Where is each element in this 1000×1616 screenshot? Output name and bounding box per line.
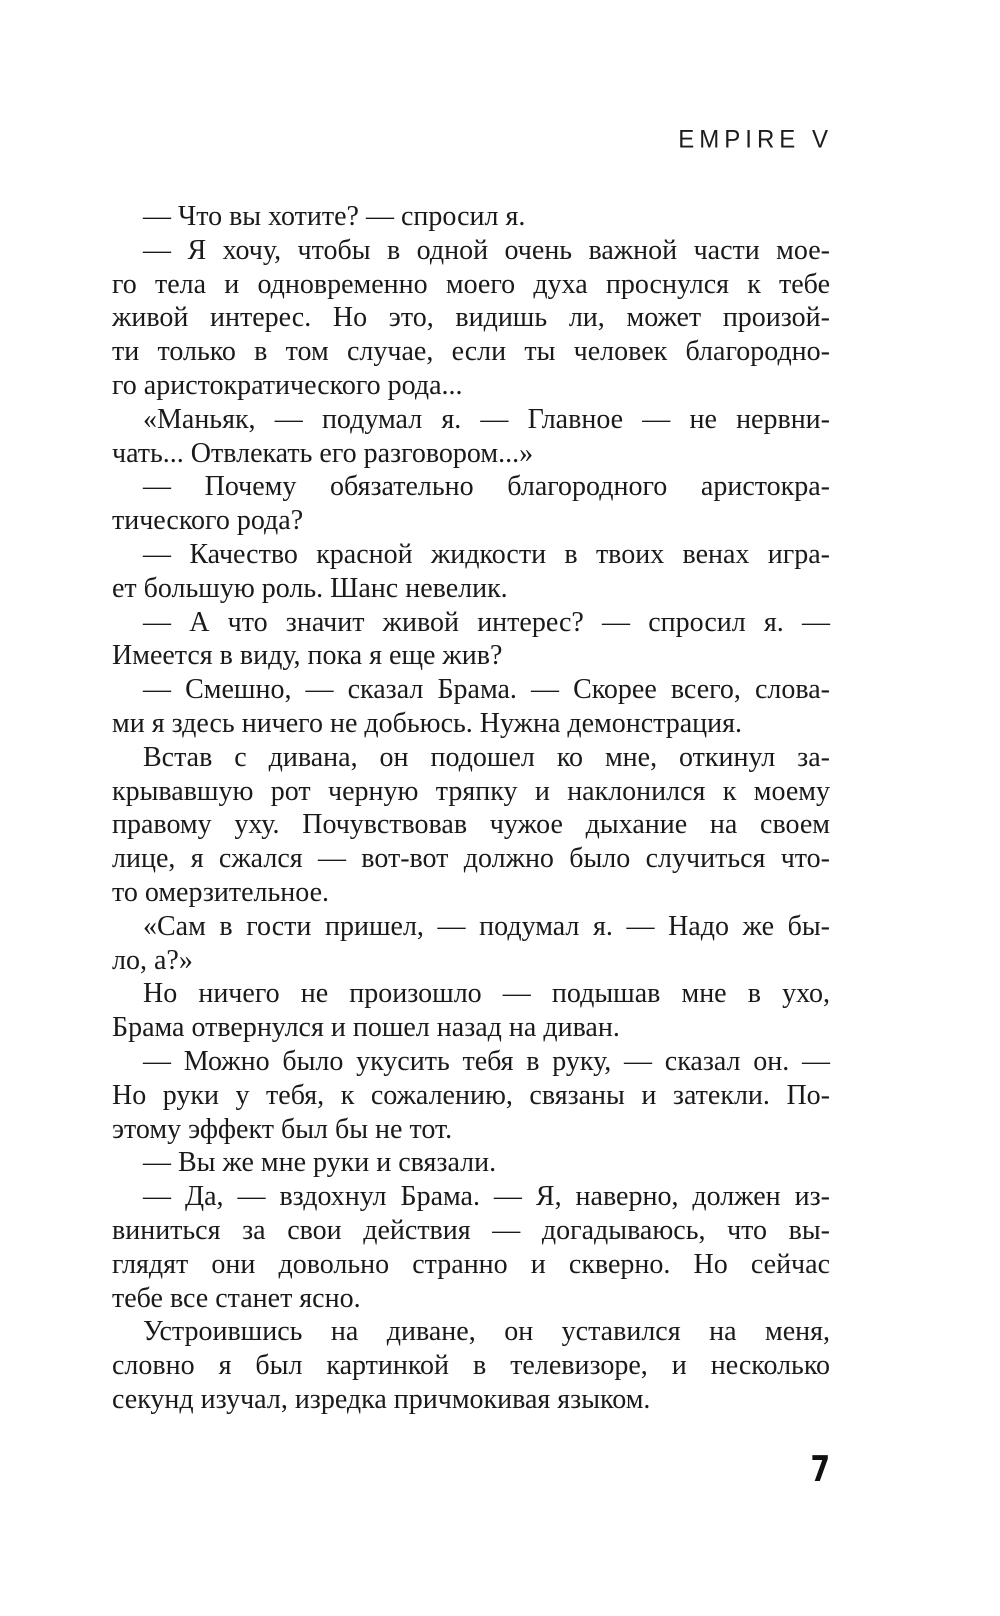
- text-line: Но руки у тебя, к сожалению, связаны и затекли. По-: [112, 1079, 830, 1111]
- text-line: го тела и одновременно моего духа проснулся к тебе: [112, 268, 830, 300]
- text-line: «Маньяк, — подумал я. — Главное — не нервни-: [143, 403, 830, 435]
- text-line: го аристократического рода...: [112, 369, 463, 401]
- text-line: ло, а?»: [112, 944, 193, 976]
- text-line: — А что значит живой интерес? — спросил я. —: [143, 606, 830, 638]
- text-line: — Качество красной жидкости в твоих венах игра-: [143, 538, 830, 570]
- body-text: [112, 200, 830, 1417]
- text-line: — Смешно, — сказал Брама. — Скорее всего, слова-: [143, 674, 830, 706]
- text-line: крывавшую рот черную тряпку и наклонился к моему: [112, 775, 830, 807]
- text-line: правому уху. Почувствовав чужое дыхание на своем: [112, 809, 830, 841]
- text-line: то омерзительное.: [112, 876, 330, 908]
- text-line: Брама отвернулся и пошел назад на диван.: [112, 1012, 620, 1044]
- text-line: — Да, — вздохнул Брама. — Я, наверно, должен из-: [143, 1181, 830, 1213]
- text-line: ми я здесь ничего не добьюсь. Нужна демонстрация.: [112, 707, 743, 739]
- text-line: тебе все станет ясно.: [112, 1282, 361, 1314]
- text-line: Имеется в виду, пока я еще жив?: [112, 640, 503, 672]
- text-line: глядят они довольно странно и скверно. Но сейчас: [112, 1248, 830, 1280]
- text-line: — Почему обязательно благородного аристокра-: [143, 471, 830, 503]
- text-line: — Что вы хотите? — спросил я.: [143, 201, 526, 232]
- text-line: ти только в том случае, если ты человек благородно-: [112, 336, 830, 368]
- text-line: Устроившись на диване, он уставился на меня,: [143, 1316, 830, 1348]
- text-line: — Я хочу, чтобы в одной очень важной части мое-: [143, 234, 830, 266]
- text-line: — Вы же мне руки и связали.: [143, 1147, 497, 1179]
- text-line: ет большую роль. Шанс невелик.: [112, 572, 508, 604]
- text-line: виниться за свои действия — догадываюсь, что вы-: [112, 1214, 830, 1246]
- text-line: лице, я сжался — вот-вот должно было случиться что-: [112, 843, 830, 875]
- text-line: живой интерес. Но это, видишь ли, может произой-: [112, 302, 830, 334]
- text-line: этому эффект был бы не тот.: [112, 1113, 453, 1145]
- running-header: EMPIRE V: [678, 125, 833, 154]
- text-line: Но ничего не произошло — подышав мне в ухо,: [143, 978, 830, 1010]
- text-line: — Можно было укусить тебя в руку, — сказал он. —: [143, 1045, 830, 1077]
- page-number: 7: [810, 1449, 830, 1490]
- text-line: чать... Отвлекать его разговором...»: [112, 437, 534, 469]
- text-line: секунд изучал, изредка причмокивая языком.: [112, 1383, 651, 1415]
- text-line: Встав с дивана, он подошел ко мне, откинул за-: [143, 741, 830, 773]
- text-line: тического рода?: [112, 505, 304, 537]
- text-line: словно я был картинкой в телевизоре, и несколько: [112, 1350, 830, 1382]
- text-line: «Сам в гости пришел, — подумал я. — Надо же бы-: [143, 910, 830, 942]
